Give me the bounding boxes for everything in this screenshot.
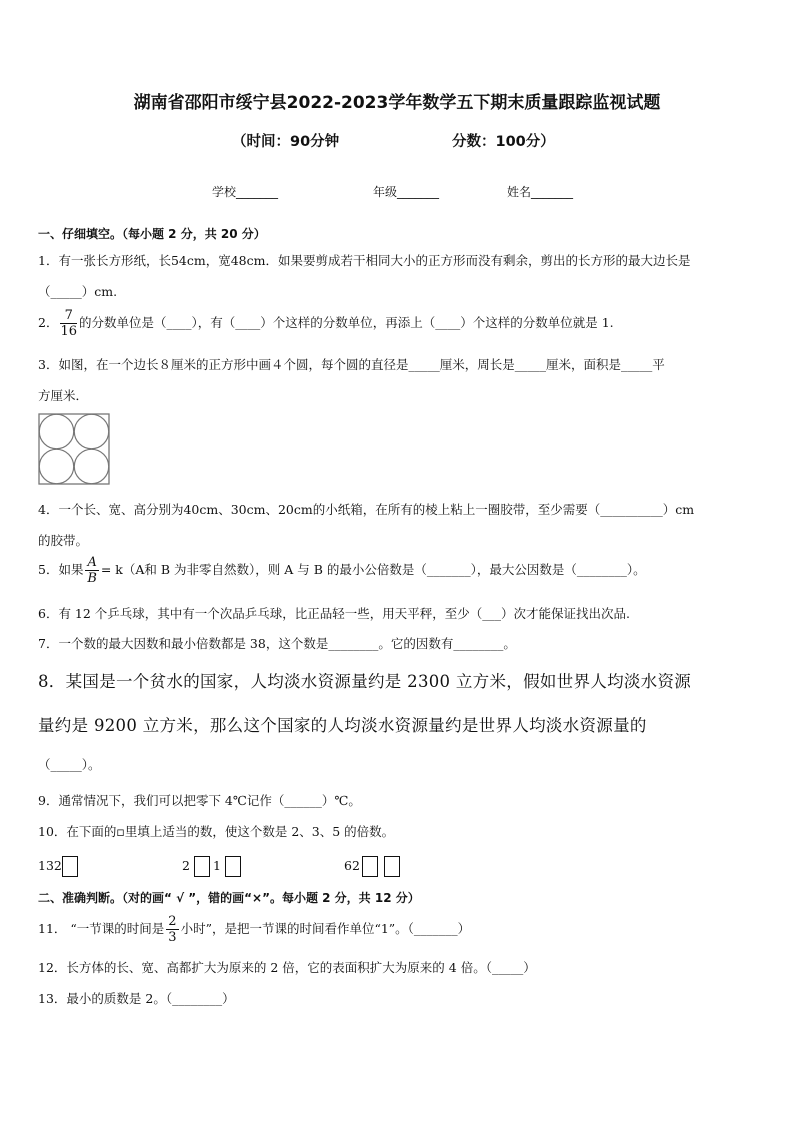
question-11-text-start: 11． “一节课的时间是 [38, 921, 165, 936]
question-3-line1: 3．如图，在一个边长８厘米的正方形中画４个圆，每个圆的直径是_____厘米，周长是_____厘米，面积是_____平 [38, 357, 665, 372]
q10-item-c [344, 856, 400, 877]
question-12: 12．长方体的长、宽、高都扩大为原来的 2 倍，它的表面积扩大为原来的 4 倍。（_____） [38, 960, 536, 975]
section1-heading: 一、仔细填空。（每小题 2 分，共 20 分） [38, 227, 266, 241]
question-1-line1: 1．有一张长方形纸，长54cm，宽48cm．如果要剪成若干相同大小的正方形而没有剩余，剪出的长方形的最大边长是 [38, 253, 691, 268]
circle-top-right [74, 414, 108, 448]
exam-time: （时间：90分钟 [232, 134, 340, 150]
four-circles-figure [38, 413, 110, 485]
fraction-numerator: 7 [60, 309, 77, 324]
exam-score: 分数：100分） [452, 134, 555, 150]
fraction-denominator: 16 [60, 324, 77, 339]
answer-box[interactable] [362, 856, 378, 877]
question-9: 9．通常情况下，我们可以把零下 4℃记作（______）℃。 [38, 793, 361, 808]
question-13: 13．最小的质数是 2。（________） [38, 991, 235, 1006]
question-5 [38, 556, 646, 585]
question-8-line1: 8．某国是一个贫水的国家，人均淡水资源量约是 2300 立方米，假如世界人均淡水资源 [38, 672, 692, 691]
question-2 [38, 309, 614, 338]
q10-item-b [182, 856, 241, 877]
fraction-2-3 [166, 915, 178, 944]
fraction-denominator: B [87, 571, 97, 586]
fraction-numerator: 2 [168, 914, 177, 929]
q10-number-part: 132 [38, 858, 62, 873]
question-6: 6．有 12 个乒乓球，其中有一个次品乒乓球，比正品轻一些，用天平秤，至少（___）次才能保证找出次品. [38, 606, 631, 621]
question-8-line2: 量约是 9200 立方米，那么这个国家的人均淡水资源量约是世界人均淡水资源量的 [38, 716, 647, 735]
answer-box[interactable] [194, 856, 210, 877]
square-outline [39, 414, 109, 484]
question-2-text: 的分数单位是（____），有（____）个这样的分数单位，再添上（____）个这样的分数单位就是 1. [79, 315, 614, 330]
question-4-line1: 4．一个长、宽、高分别为40cm、30cm、20cm的小纸箱，在所有的棱上粘上一圈胶带，至少需要（__________）cm [38, 502, 695, 517]
q10-item-a [38, 856, 78, 877]
name-field: 姓名_______ [507, 185, 574, 199]
question-11 [38, 915, 470, 944]
fraction-a-b [85, 556, 98, 585]
question-1-line2: （_____）cm. [38, 284, 118, 299]
section2-heading: 二、准确判断。（对的画“ √ ”，错的画“×”。每小题 2 分，共 12 分） [38, 891, 420, 905]
q10-number-part: 62 [344, 858, 360, 873]
answer-box[interactable] [225, 856, 241, 877]
circle-bottom-right [74, 449, 108, 483]
answer-box[interactable] [384, 856, 400, 877]
school-field: 学校_______ [212, 185, 279, 199]
fraction-numerator: A [87, 555, 97, 570]
fraction-denominator: 3 [168, 930, 177, 945]
question-7: 7．一个数的最大因数和最小倍数都是 38，这个数是________。它的因数有________。 [38, 636, 516, 651]
grade-field: 年级_______ [373, 185, 440, 199]
answer-box[interactable] [62, 856, 78, 877]
question-4-line2: 的胶带。 [38, 533, 89, 548]
question-8-line3: （_____）。 [38, 757, 101, 772]
q10-number-part: 2 [182, 858, 190, 873]
exam-title: 湖南省邵阳市绥宁县2022-2023学年数学五下期末质量跟踪监视试题 [133, 93, 661, 113]
circle-top-left [39, 414, 73, 448]
q10-number-part: 1 [212, 858, 221, 873]
question-5-text: = k（A和 B 为非零自然数），则 A 与 B 的最小公倍数是（_______），最大公因数是（________）。 [100, 562, 646, 577]
question-10: 10．在下面的▫里填上适当的数，使这个数是 2、3、5 的倍数。 [38, 824, 395, 839]
question-number: 2． [38, 315, 59, 330]
circle-bottom-left [39, 449, 73, 483]
fraction-7-16 [60, 309, 77, 338]
question-3-line2: 方厘米． [38, 388, 89, 403]
question-11-text-end: 小时”，是把一节课的时间看作单位“1”。（_______） [180, 921, 471, 936]
question-number: 5．如果 [38, 562, 84, 577]
